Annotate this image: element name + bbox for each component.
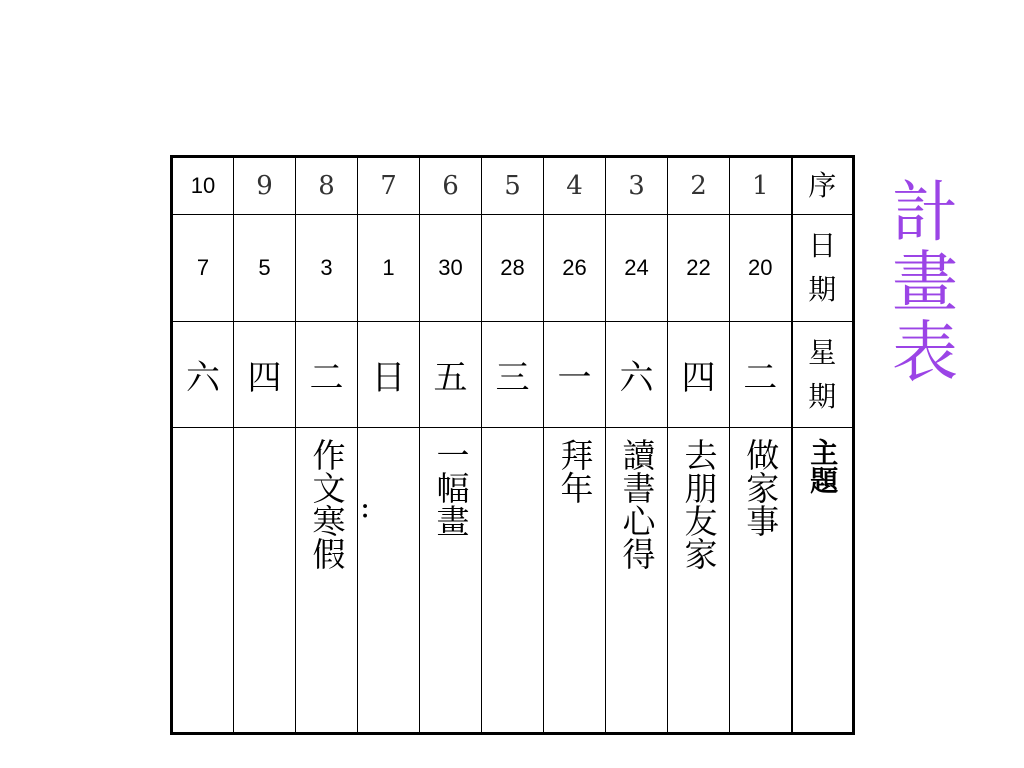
seq-cell-5 — [482, 157, 544, 215]
date-cell — [296, 215, 358, 322]
date-value: 30 — [438, 255, 463, 280]
weekday-value: 六 — [186, 358, 220, 398]
date-value: 7 — [196, 255, 210, 280]
weekday-value: 三 — [495, 358, 530, 398]
header-seq — [792, 157, 854, 215]
schedule-table — [170, 155, 855, 735]
date-cell — [668, 215, 730, 322]
header-topic — [792, 428, 854, 734]
topic-cell — [730, 428, 792, 734]
date-value: 3 — [320, 255, 333, 280]
header-date — [792, 215, 854, 322]
seq-value: 3 — [628, 171, 645, 201]
weekday-cell — [544, 322, 606, 428]
topic-text: 做家事 — [741, 438, 781, 537]
weekday-cell — [482, 322, 544, 428]
weekday-cell — [606, 322, 668, 428]
header-weekday-char-2: 期 — [808, 379, 837, 413]
weekday-cell — [730, 322, 792, 428]
date-cell — [730, 215, 792, 322]
topic-cell — [482, 428, 544, 734]
date-value: 22 — [686, 255, 711, 280]
table-row-weekday — [172, 322, 854, 428]
header-date-char-2: 期 — [808, 273, 837, 306]
weekday-cell — [358, 322, 420, 428]
title-char-2: 畫 — [892, 244, 958, 321]
seq-cell-8 — [296, 157, 358, 215]
seq-value: 9 — [256, 171, 273, 201]
seq-value: 4 — [566, 171, 583, 201]
seq-value: 8 — [318, 171, 335, 201]
seq-value: 7 — [380, 171, 397, 201]
date-cell — [544, 215, 606, 322]
seq-cell-6 — [420, 157, 482, 215]
seq-value: 10 — [190, 173, 216, 198]
weekday-cell — [234, 322, 296, 428]
seq-value: 1 — [751, 171, 769, 201]
seq-value: 6 — [442, 171, 459, 201]
date-cell — [234, 215, 296, 322]
weekday-value: 二 — [743, 358, 778, 398]
header-seq-label: 序 — [808, 169, 837, 202]
topic-cell — [358, 428, 420, 734]
seq-cell-9 — [234, 157, 296, 215]
weekday-cell — [172, 322, 234, 428]
header-date-char-1: 日 — [808, 229, 837, 262]
header-topic-label: 主題 — [806, 438, 840, 494]
seq-cell-2 — [668, 157, 730, 215]
seq-cell-1 — [730, 157, 792, 215]
topic-text: 讀書心得 — [617, 438, 657, 570]
date-cell — [606, 215, 668, 322]
topic-cell — [234, 428, 296, 734]
date-value: 24 — [624, 255, 649, 280]
weekday-value: 一 — [557, 358, 592, 398]
plan-title — [890, 174, 960, 391]
seq-value: 2 — [690, 171, 707, 201]
topic-text: 拜年 — [555, 438, 595, 504]
topic-cell — [172, 428, 234, 734]
weekday-value: 四 — [247, 358, 282, 398]
date-value: 1 — [382, 255, 395, 280]
date-value: 28 — [500, 255, 525, 280]
seq-cell-7 — [358, 157, 420, 215]
seq-cell-3 — [606, 157, 668, 215]
table-row-seq — [172, 157, 854, 215]
weekday-value: 六 — [619, 358, 654, 398]
weekday-value: 二 — [309, 358, 344, 398]
header-weekday — [792, 322, 854, 428]
table-row-topic — [172, 428, 854, 734]
topic-cell — [668, 428, 730, 734]
topic-colon: : — [360, 490, 371, 525]
topic-cell — [296, 428, 358, 734]
weekday-value: 五 — [433, 358, 468, 398]
topic-cell — [420, 428, 482, 734]
seq-value: 5 — [504, 171, 521, 201]
date-value: 5 — [258, 255, 271, 280]
weekday-cell — [668, 322, 730, 428]
seq-cell-4 — [544, 157, 606, 215]
topic-text: 去朋友家 — [679, 438, 719, 570]
topic-cell — [606, 428, 668, 734]
title-char-3: 表 — [892, 314, 958, 391]
date-cell — [482, 215, 544, 322]
weekday-cell — [420, 322, 482, 428]
table-row-date — [172, 215, 854, 322]
date-value: 26 — [562, 255, 587, 280]
date-cell — [358, 215, 420, 322]
title-char-1: 計 — [892, 174, 958, 251]
date-value: 20 — [748, 255, 773, 280]
date-cell — [420, 215, 482, 322]
topic-cell — [544, 428, 606, 734]
weekday-value: 日 — [371, 358, 406, 398]
topic-text: 一幅畫 — [431, 438, 471, 537]
weekday-value: 四 — [681, 358, 716, 398]
header-weekday-char-1: 星 — [808, 335, 837, 369]
seq-cell-10 — [172, 157, 234, 215]
topic-text: 作文寒假 — [307, 438, 347, 570]
weekday-cell — [296, 322, 358, 428]
date-cell — [172, 215, 234, 322]
